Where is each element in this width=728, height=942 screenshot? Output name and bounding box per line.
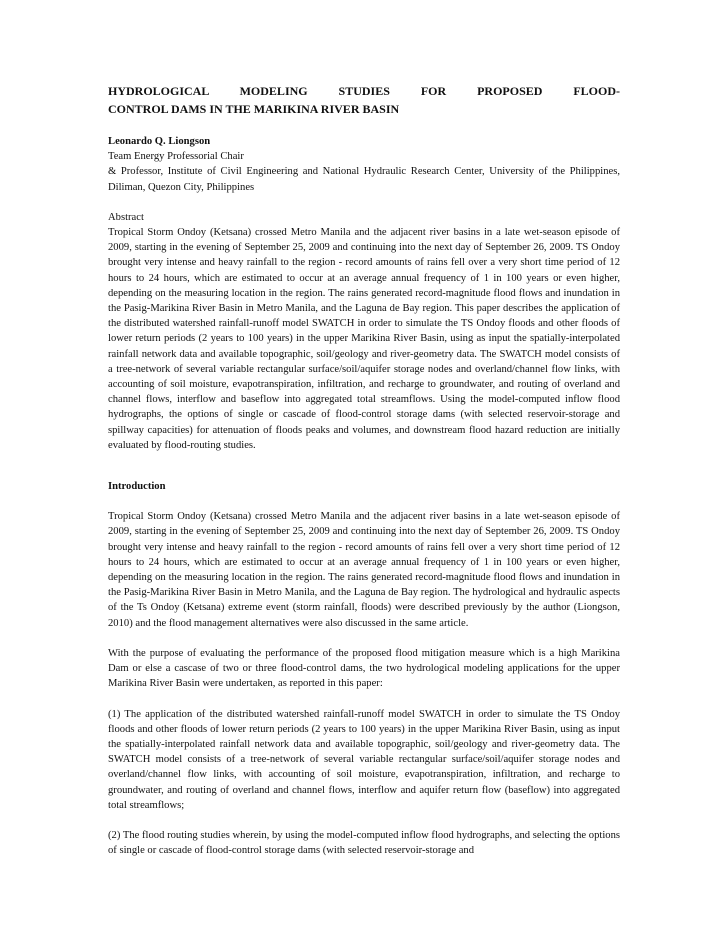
author-position: Team Energy Professorial Chair	[108, 151, 244, 163]
author-affiliation: & Professor, Institute of Civil Engineering and National Hydraulic Research Center, University of the Philippines, Diliman, Quezon City, Philippines	[108, 166, 620, 193]
introduction-heading: Introduction	[108, 481, 166, 493]
introduction-paragraph-2: With the purpose of evaluating the performance of the proposed flood mitigation measure which is a high Marikina Dam or else a cascase of two or three flood-control dams, the two hydrological modeling applications for the upper Marikina River Basin were undertaken, as reported in this paper:	[108, 647, 620, 690]
paper-title	[108, 82, 620, 118]
paper-title-line-2: CONTROL DAMS IN THE MARIKINA RIVER BASIN	[108, 102, 400, 116]
paper-title-line-1: HYDROLOGICAL MODELING STUDIES FOR PROPOSED FLOOD-	[108, 84, 620, 98]
author-name: Leonardo Q. Liongson	[108, 136, 211, 147]
introduction-paragraph-3: (1) The application of the distributed watershed rainfall-runoff model SWATCH in order to simulate the TS Ondoy floods and other floods of lower return periods (2 years to 100 years) in the upper Marikina River Basin, using as input the spatially-interpolated rainfall network data and available topographic, soil/geology and river-geometry data. The SWATCH model consists of a tree-network of several variable rectangular surface/soil/aquifer storage nodes and overland/channel flow links, with accounting of soil moisture, evapotranspiration, infiltration, and recharge to groundwater, and routing of overland and channel flows, interflow and aquifer return flow (baseflow) into aggregated total streamflows;	[108, 708, 620, 811]
introduction-paragraph-1: Tropical Storm Ondoy (Ketsana) crossed Metro Manila and the adjacent river basins in a late wet-season episode of 2009, starting in the evening of September 25, 2009 and continuing into the next day of September 26, 2009. TS Ondoy brought very intense and heavy rainfall to the region - record amounts of rains fell over a very short time period of 12 hours to 24 hours, which are estimated to occur at an average annual frequency of 1 in 100 years or even higher, depending on the measuring location in the region. The rains generated record-magnitude flood flows and inundation in the Pasig-Marikina River Basin in Metro Manila, and the Laguna de Bay region. The hydrological and hydraulic aspects of the Ts Ondoy (Ketsana) extreme event (storm rainfall, floods) were described previously by the author (Liongson, 2010) and the flood management alternatives were also discussed in the same article.	[108, 511, 620, 629]
introduction-paragraph-4: (2) The flood routing studies wherein, by using the model-computed inflow flood hydrographs, and selecting the options of single or cascade of flood-control storage dams (with selected reservoir-storage and	[108, 829, 620, 857]
abstract-text: Tropical Storm Ondoy (Ketsana) crossed Metro Manila and the adjacent river basins in a late wet-season episode of 2009, starting in the evening of September 25, 2009 and continuing into the next day of September 26, 2009. TS Ondoy brought very intense and heavy rainfall to the region - record amounts of rains fell over a very short time period of 12 hours to 24 hours, which are estimated to occur at an average annual frequency of 1 in 100 years or even higher, depending on the measuring location in the region. The rains generated record-magnitude flood flows and inundation in the Pasig-Marikina River Basin in Metro Manila, and the Laguna de Bay region. This paper describes the application of the distributed watershed rainfall-runoff model SWATCH in order to simulate the TS Ondoy floods and other floods of lower return periods (2 years to 100 years) in the upper Marikina River Basin, using as input the spatially-interpolated rainfall network data and available topographic, soil/geology and river-geometry data. The SWATCH model consists of a tree-network of several variable rectangular surface/soil/aquifer storage nodes and overland/channel flow links, with accounting of soil moisture, evapotranspiration, infiltration, and recharge to groundwater, and routing of overland and channel flows, interflow and baseflow into aggregated total streamflows. Using the model-computed inflow flood hydrographs, the options of single or cascade of flood-control storage dams (with selected reservoir-storage and spillway capacities) for attenuation of floods peaks and volumes, and downstream flood hazard reduction are initially evaluated by flood-routing studies.	[108, 227, 620, 451]
abstract-heading: Abstract	[108, 211, 144, 223]
